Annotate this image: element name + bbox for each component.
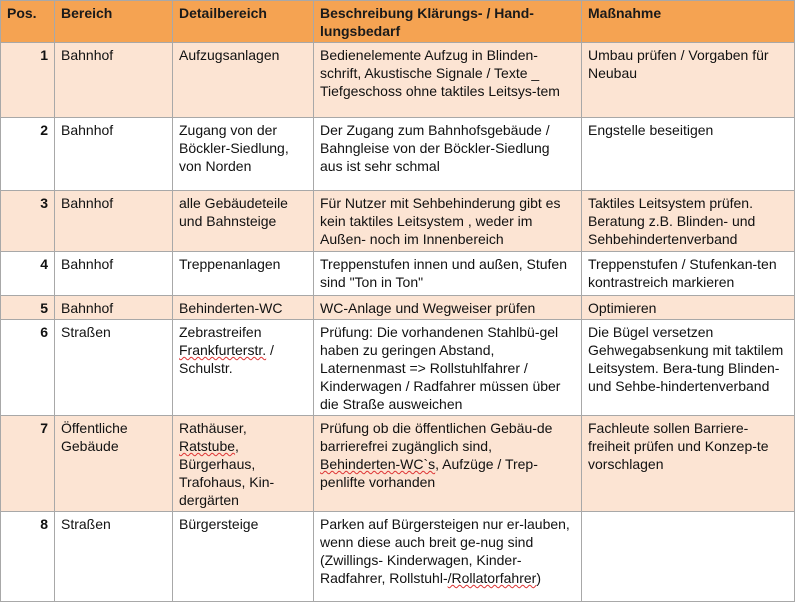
cell-detailbereich	[173, 416, 314, 512]
beschreibung-text-a: Prüfung ob die öffentlichen Gebäu-de barrierefrei zugänglich sind,	[320, 420, 553, 454]
cell-beschreibung: Prüfung: Die vorhandenen Stahlbü-gel haben zu geringen Abstand, Laternenmast => Rollstuhlfahrer / Kinderwagen / Radfahrer müssen über die Straße ausweichen	[314, 320, 582, 416]
table-row	[1, 43, 795, 118]
header-bereich: Bereich	[55, 1, 173, 43]
spellcheck-underlined-word: /Rollatorfahrer	[447, 570, 537, 586]
spellcheck-underlined-word: Behinderten-WC`s	[320, 456, 436, 472]
cell-detailbereich: Bürgersteige	[173, 512, 314, 602]
cell-bereich: Bahnhof	[55, 191, 173, 252]
detail-text-b: / Schulstr.	[179, 342, 274, 376]
cell-beschreibung	[314, 416, 582, 512]
cell-pos: 2	[1, 118, 55, 191]
header-detailbereich: Detailbereich	[173, 1, 314, 43]
table-row	[1, 416, 795, 512]
cell-massnahme: Taktiles Leitsystem prüfen. Beratung z.B. Blinden- und Sehbehindertenverband	[582, 191, 795, 252]
cell-beschreibung: Für Nutzer mit Sehbehinderung gibt es kein taktiles Leitsystem , weder im Außen- noch im Innenbereich	[314, 191, 582, 252]
beschreibung-text-a: Parken auf Bürgersteigen nur er-lauben, wenn diese auch breit ge-nug sind (Zwillings- Kinderwagen, Kinder-Radfahrer, Rollstuhl-	[320, 516, 570, 586]
spellcheck-underlined-word: Frankfurterstr.	[179, 342, 267, 358]
cell-beschreibung: Der Zugang zum Bahnhofsgebäude / Bahngleise von der Böckler-Siedlung aus ist sehr schmal	[314, 118, 582, 191]
header-massnahme: Maßnahme	[582, 1, 795, 43]
detail-text-b: , Bürgerhaus, Trafohaus, Kin-dergärten	[179, 438, 275, 508]
cell-bereich: Bahnhof	[55, 43, 173, 118]
table-row	[1, 320, 795, 416]
cell-massnahme: Fachleute sollen Barriere-freiheit prüfen und Konzep-te vorschlagen	[582, 416, 795, 512]
table-header-row	[1, 1, 795, 43]
header-beschreibung: Beschreibung Klärungs- / Hand-lungsbedarf	[314, 1, 582, 43]
cell-detailbereich: Treppenanlagen	[173, 252, 314, 296]
table-row	[1, 191, 795, 252]
table-row	[1, 512, 795, 602]
cell-pos: 6	[1, 320, 55, 416]
detail-text-a: Zebrastreifen	[179, 324, 262, 340]
cell-beschreibung: Treppenstufen innen und außen, Stufen sind "Ton in Ton"	[314, 252, 582, 296]
cell-massnahme: Treppenstufen / Stufenkan-ten kontrastreich markieren	[582, 252, 795, 296]
cell-beschreibung	[314, 512, 582, 602]
table-row	[1, 296, 795, 320]
cell-massnahme: Umbau prüfen / Vorgaben für Neubau	[582, 43, 795, 118]
detail-text-a: Rathäuser,	[179, 420, 247, 436]
cell-detailbereich: Behinderten-WC	[173, 296, 314, 320]
cell-detailbereich	[173, 320, 314, 416]
cell-massnahme: Optimieren	[582, 296, 795, 320]
cell-bereich: Öffentliche Gebäude	[55, 416, 173, 512]
cell-bereich: Bahnhof	[55, 296, 173, 320]
cell-pos: 4	[1, 252, 55, 296]
cell-detailbereich: Aufzugsanlagen	[173, 43, 314, 118]
cell-bereich: Straßen	[55, 320, 173, 416]
beschreibung-text-b: , Aufzüge / Trep-penlifte vorhanden	[320, 456, 538, 490]
cell-pos: 8	[1, 512, 55, 602]
cell-pos: 7	[1, 416, 55, 512]
cell-bereich: Straßen	[55, 512, 173, 602]
cell-bereich: Bahnhof	[55, 118, 173, 191]
cell-pos: 1	[1, 43, 55, 118]
cell-bereich: Bahnhof	[55, 252, 173, 296]
cell-pos: 5	[1, 296, 55, 320]
cell-massnahme	[582, 512, 795, 602]
header-pos: Pos.	[1, 1, 55, 43]
spellcheck-underlined-word: Ratstube	[179, 438, 236, 454]
cell-massnahme: Engstelle beseitigen	[582, 118, 795, 191]
cell-massnahme: Die Bügel versetzen Gehwegabsenkung mit taktilem Leitsystem. Bera-tung Blinden- und Sehbe-hindertenverband	[582, 320, 795, 416]
cell-pos: 3	[1, 191, 55, 252]
cell-detailbereich: Zugang von der Böckler-Siedlung, von Norden	[173, 118, 314, 191]
cell-beschreibung: Bedienelemente Aufzug in Blinden-schrift, Akustische Signale / Texte _ Tiefgeschoss ohne taktiles Leitsys-tem	[314, 43, 582, 118]
table-row	[1, 252, 795, 296]
cell-beschreibung: WC-Anlage und Wegweiser prüfen	[314, 296, 582, 320]
table-row	[1, 118, 795, 191]
cell-detailbereich: alle Gebäudeteile und Bahnsteige	[173, 191, 314, 252]
beschreibung-text-b: )	[536, 570, 541, 586]
